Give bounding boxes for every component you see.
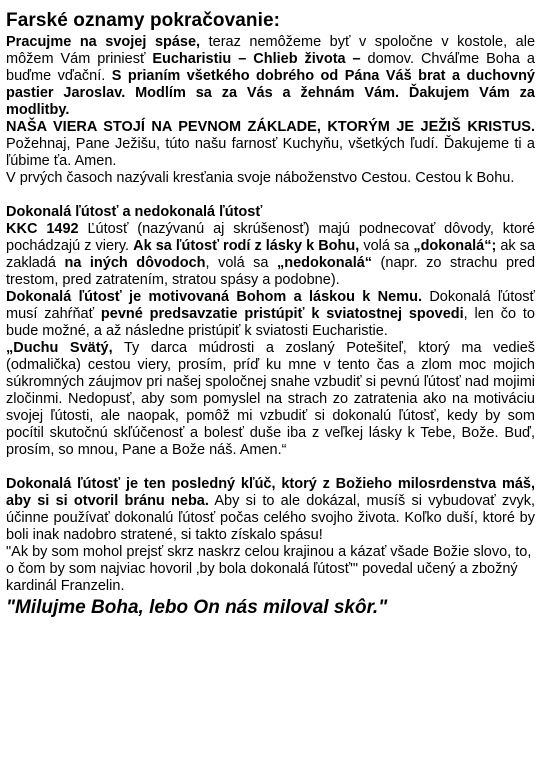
bold-text: S prianím všetkého dobrého od Pána Váš brat a duchovný pastier Jaroslav. Modlím sa za Vás a žehnám Vám. Ďakujem Vám za modlitby. xyxy=(6,68,535,118)
body-text: Ty darca múdrosti a zoslaný Potešiteľ, ktorý ma vedieš (odmalička) cestou viery, prosím, príď ku mne v tento čas a zlom moc mojich súkromných záujmov pri našej spoločnej snahe vzbudiť si pevnú ľútosť nad mojimi zločinmi. Nedopusť, aby som pomyslel na strach zo zatratenia ako na motiváciu svojej ľútosti, ale naopak, pomôž mi vzbudiť si dokonalú ľútosť, kedy by som pocítil skutočnú skľúčenosť a bolesť duše iba z veľkej lásky k Tebe, Bože. Buď, prosím, so mnou, Pane a Bože náš. Amen.“ xyxy=(6,340,536,458)
bold-text: pevné predsavzatie pristúpiť k sviatostnej spovedi xyxy=(100,306,464,322)
paragraph-kkc xyxy=(6,221,535,289)
heading-text: Dokonalá ľútosť a nedokonalá ľútosť xyxy=(6,204,263,220)
paragraph-prayer xyxy=(6,340,535,459)
spacer xyxy=(6,187,535,204)
body-text: , len čo to bude možné, a až následne pristúpiť k sviatosti Eucharistie. xyxy=(6,306,535,339)
paragraph-cesta: V prvých časoch nazývali kresťania svoje náboženstvo Cestou. Cestou k Bohu. xyxy=(6,170,515,186)
bold-text: „dokonalá“; xyxy=(413,238,497,254)
body-text: , volá sa xyxy=(205,255,277,271)
body-text: (napr. zo strachu pred trestom, pred zatratením, stratou spásy a podobne). xyxy=(6,255,536,288)
closing-quote: "Milujme Boha, lebo On nás miloval skôr." xyxy=(6,597,388,618)
paragraph-viera xyxy=(6,119,535,170)
bold-text: „Duchu Svätý, xyxy=(6,340,113,356)
paragraph-franzelin: "Ak by som mohol prejsť skrz naskrz celou krajinou a kázať všade Božie slovo, to, o čom by som najviac hovoril ‚by bola dokonalá ľútosť'" povedal učený a zbožný kardinál Franzelin. xyxy=(6,544,532,594)
page-title: Farské oznamy pokračovanie: xyxy=(6,10,281,31)
body-text: Ľútosť (nazývanú aj skrúšenosť) majú podnecovať dôvody, ktoré pochádzajú z viery. xyxy=(6,221,535,254)
paragraph-kluc xyxy=(6,476,535,544)
paragraph-spasa xyxy=(6,34,535,119)
body-text: volá sa xyxy=(359,238,414,254)
bold-text: Dokonalá ľútosť je motivovaná Bohom a láskou k Nemu. xyxy=(6,289,422,305)
bold-text: na iných dôvodoch xyxy=(64,255,206,271)
paragraph-motivacia xyxy=(6,289,535,340)
bold-text: Eucharistiu – Chlieb života – xyxy=(152,51,361,67)
spacer xyxy=(6,459,535,476)
body-text: Požehnaj, Pane Ježišu, túto našu farnosť Kuchyňu, všetkých ľudí. Ďakujeme ti a ľúbime ťa. Amen. xyxy=(6,136,535,169)
body-text: domov. Chváľme Boha a buďme vďační. xyxy=(6,51,535,84)
bold-text: KKC 1492 xyxy=(6,221,79,237)
bold-text: Dokonalá ľútosť je ten posledný kľúč, ktorý z Božieho milosrdenstva máš, aby si si otvoril bránu neba. xyxy=(6,476,535,509)
body-text: Dokonalá ľútosť musí zahŕňať xyxy=(6,289,535,322)
bold-text: „nedokonalá“ xyxy=(276,255,373,271)
section-heading xyxy=(6,204,535,221)
bold-text: NAŠA VIERA STOJÍ NA PEVNOM ZÁKLADE, KTORÝM JE JEŽIŠ KRISTUS. xyxy=(6,119,535,135)
bold-text: Ak sa ľútosť rodí z lásky k Bohu, xyxy=(133,238,360,254)
bold-text: Pracujme na svojej spáse, xyxy=(6,34,201,50)
body-text: ak sa zakladá xyxy=(6,238,536,271)
body-text: Aby si to ale dokázal, musíš si vybudovať zvyk, účinne používať dokonalú ľútosť počas celého svojho života. Koľko duší, ktoré by boli inak nadobro stratené, si takto získalo spásu! xyxy=(6,493,535,543)
body-text: teraz nemôžeme byť v spoločne v kostole, ale môžem Vám priniesť xyxy=(6,34,536,67)
